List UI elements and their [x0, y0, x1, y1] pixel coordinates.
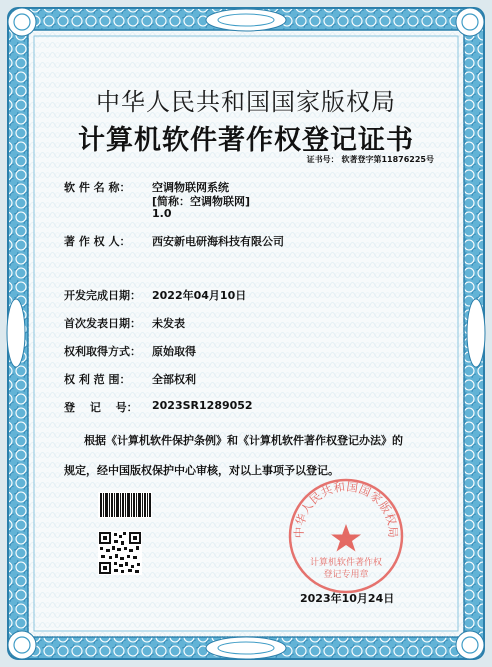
certificate-number-value: 软著登字第11876225号: [341, 155, 434, 164]
certificate-title: 计算机软件著作权登记证书: [78, 125, 414, 156]
certificate-number: [307, 154, 434, 165]
first-publish-value: 未发表: [152, 317, 185, 330]
seal-inner-line-2: 登记专用章: [323, 570, 369, 580]
barcode-icon: [98, 492, 152, 518]
software-short-name: [简称：空调物联网]: [152, 195, 251, 208]
software-name-value: 空调物联网系统: [152, 181, 229, 194]
completion-date-label: 开发完成日期：: [64, 289, 141, 302]
registration-number-value: 2023SR1289052: [152, 399, 253, 412]
copyright-owner-label: 著 作 权 人：: [64, 235, 131, 248]
qr-code-icon: [98, 531, 142, 575]
acquisition-value: 原始取得: [152, 345, 196, 358]
completion-date-value: 2022年04月10日: [152, 289, 247, 302]
registration-number-label: 登 记 号：: [64, 401, 138, 414]
scope-value: 全部权利: [152, 373, 196, 386]
issuer-title: 中华人民共和国国家版权局: [96, 88, 396, 116]
statement-line-2: 规定，经中国版权保护中心审核，对以上事项予以登记。: [64, 464, 339, 477]
scope-label: 权 利 范 围：: [64, 373, 131, 386]
copyright-owner-value: 西安新电研海科技有限公司: [152, 235, 284, 248]
seal-star-icon: [331, 524, 361, 552]
first-publish-label: 首次发表日期：: [64, 317, 141, 330]
statement-line-1: 根据《计算机软件保护条例》和《计算机软件著作权登记办法》的: [84, 434, 403, 447]
software-version: 1.0: [152, 207, 172, 220]
acquisition-label: 权利取得方式：: [64, 345, 141, 358]
seal-outer-text: 中华人民共和国国家版权局: [291, 479, 401, 539]
official-seal: [287, 477, 405, 595]
certificate-number-label: 证书号：: [306, 155, 339, 164]
issue-date: 2023年10月24日: [300, 592, 395, 605]
software-name-label: 软 件 名 称：: [64, 181, 131, 194]
seal-inner-line-1: 计算机软件著作权: [309, 558, 383, 568]
